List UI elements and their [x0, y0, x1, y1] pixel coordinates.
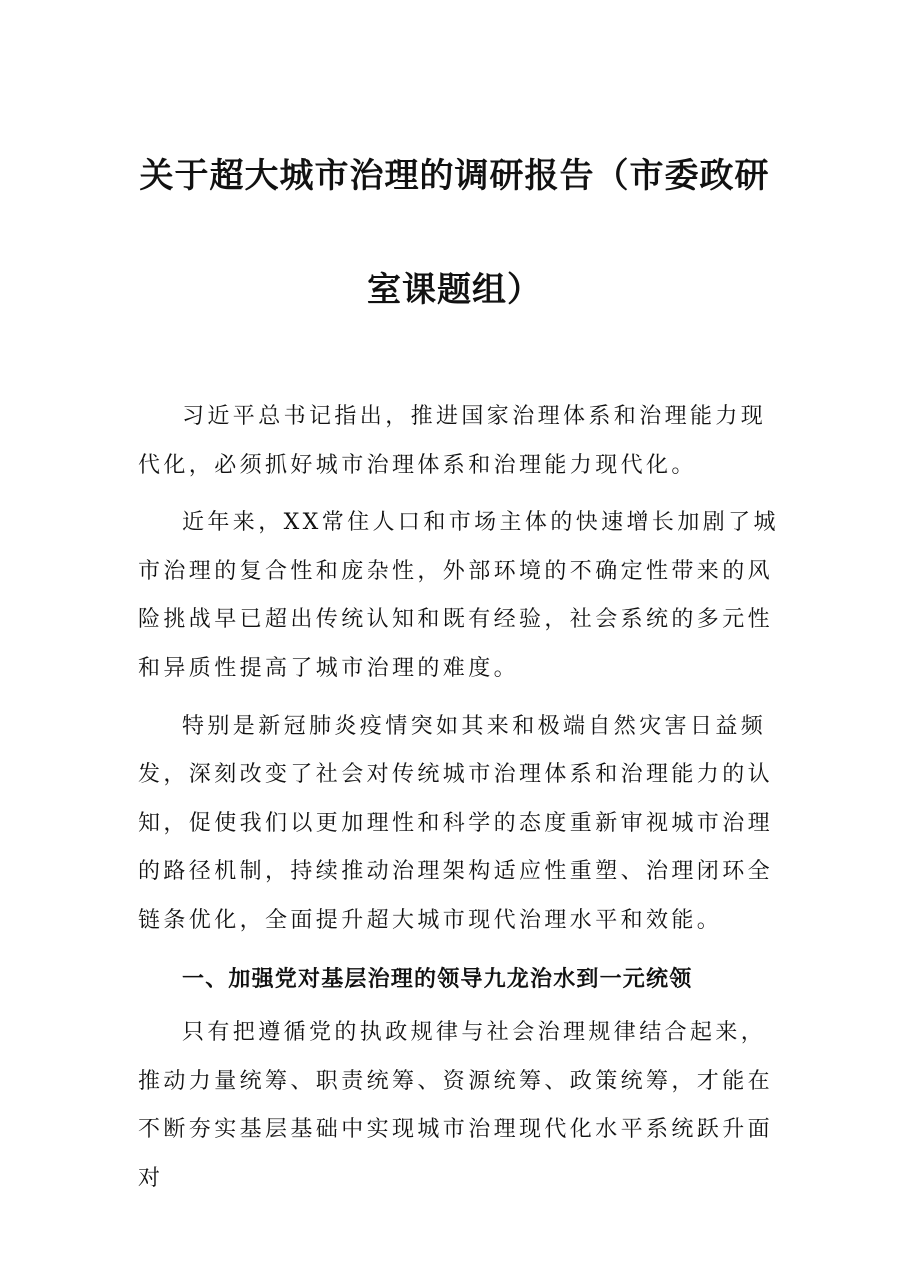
paragraph-background: 近年来，XX常住人口和市场主体的快速增长加剧了城市治理的复合性和庞杂性，外部环境的不确定性带来的风险挑战早已超出传统认知和既有经验，社会系统的多元性和异质性提高了城市治理的难度。 [138, 510, 779, 681]
paragraph-section-1: 只有把遵循党的执政规律与社会治理规律结合起来，推动力量统筹、职责统筹、资源统筹、政策统筹，才能在不断夯实基层基础中实现城市治理现代化水平系统跃升面对 [138, 1020, 774, 1191]
document-title-line-1: 关于超大城市治理的调研报告（市委政研 [139, 156, 770, 196]
section-heading-1: 一、加强党对基层治理的领导九龙治水到一元统领 [182, 965, 693, 992]
paragraph-pandemic: 特别是新冠肺炎疫情突如其来和极端自然灾害日益频发，深刻改变了社会对传统城市治理体系和治理能力的认知，促使我们以更加理性和科学的态度重新审视城市治理的路径机制，持续推动治理架构适应性重塑、治理闭环全链条优化，全面提升超大城市现代治理水平和效能。 [138, 713, 774, 933]
document-body [138, 393, 783, 1213]
document-title-line-2: 室课题组） [367, 270, 542, 310]
paragraph-intro: 习近平总书记指出，推进国家治理体系和治理能力现代化，必须抓好城市治理体系和治理能力现代化。 [138, 404, 767, 478]
